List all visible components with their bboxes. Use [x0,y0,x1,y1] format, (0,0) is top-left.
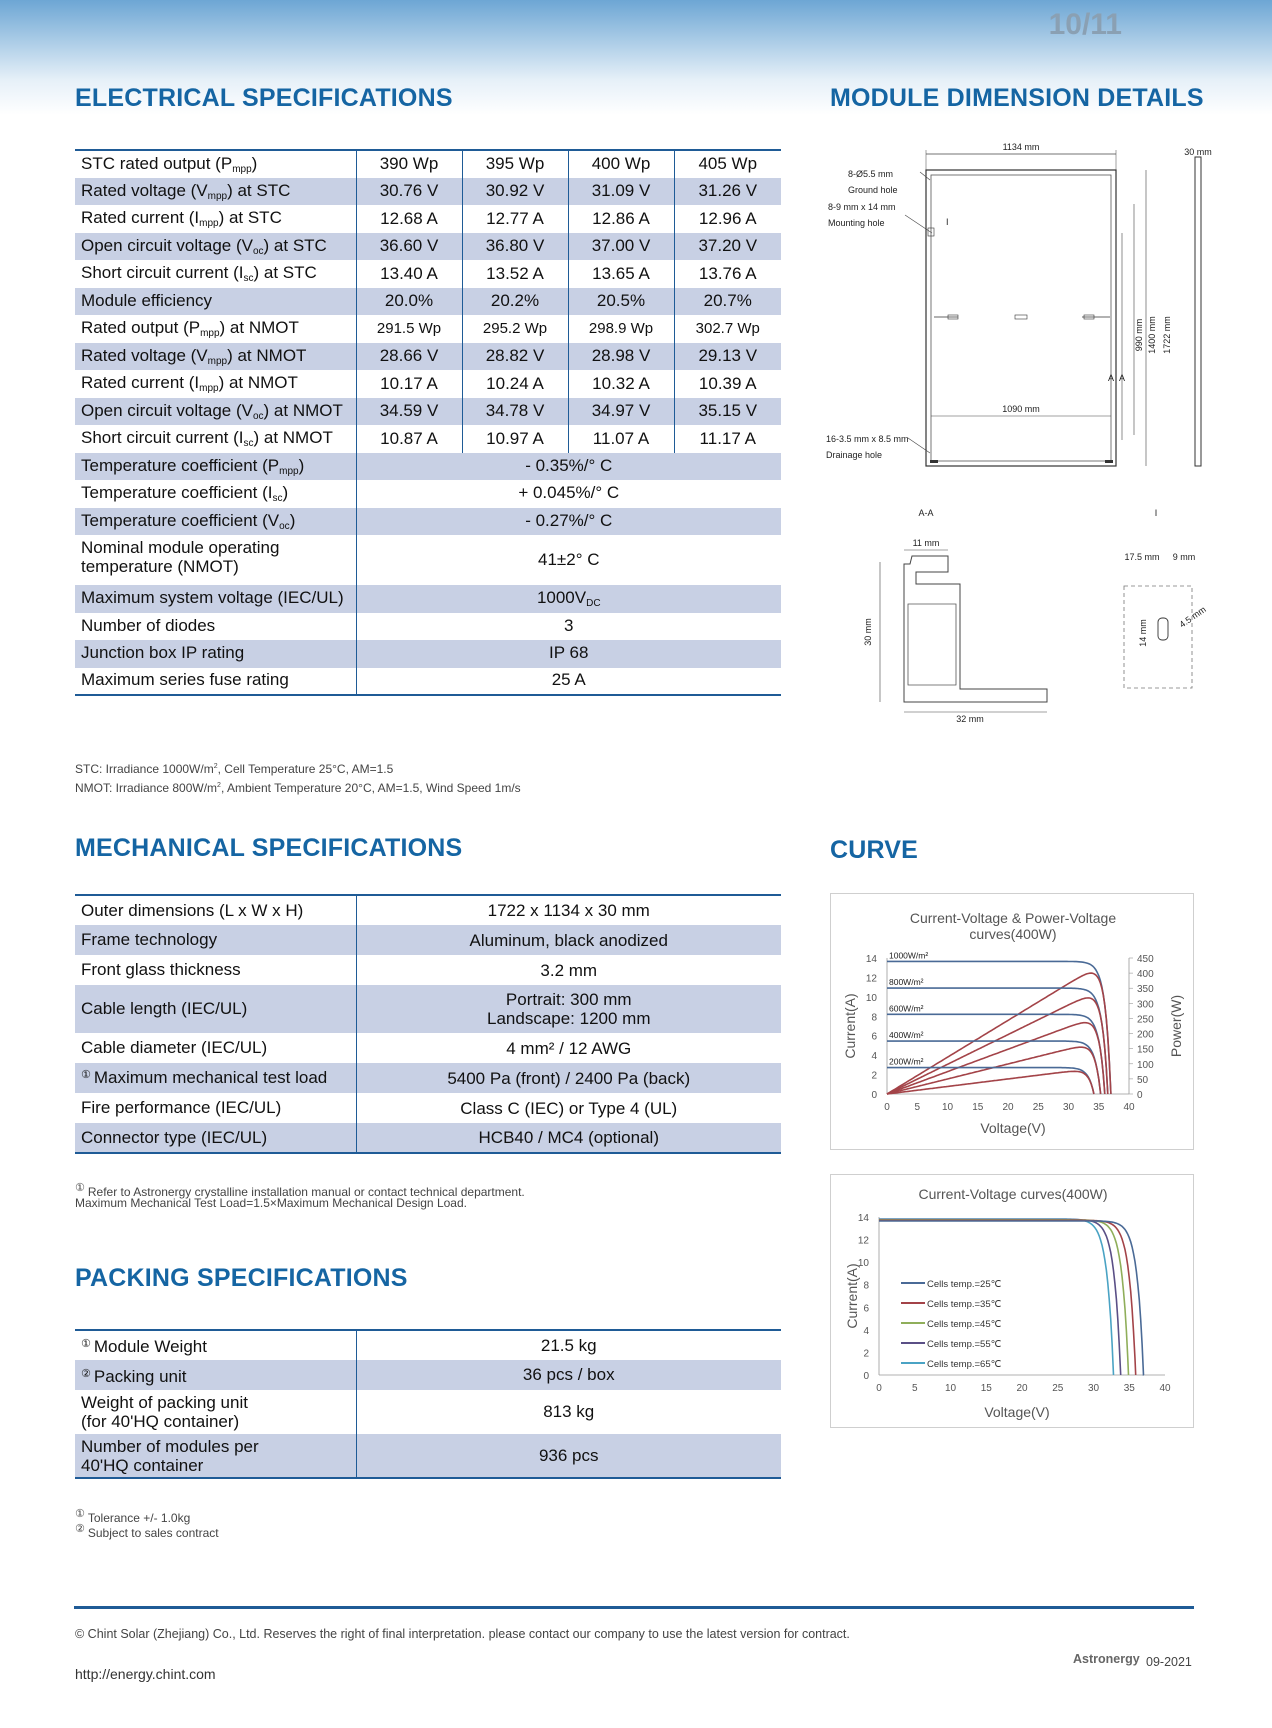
electrical-row-value: 390 Wp [356,150,462,178]
packing-title: PACKING SPECIFICATIONS [75,1264,408,1292]
y2-tick-label: 350 [1137,984,1154,996]
packing-row-value: 36 pcs / box [356,1360,781,1390]
electrical-row [75,535,781,585]
packing-spec-table [75,1329,781,1479]
drainage-hole-label: Drainage hole [826,450,883,460]
y2-axis-label: Power(W) [1168,994,1184,1058]
y2-tick-label: 250 [1137,1014,1154,1026]
mechanical-row [75,1123,781,1153]
electrical-row-value: 30.92 V [462,178,568,206]
y2-tick-label: 0 [1137,1090,1143,1101]
y-tick-label: 14 [865,954,877,965]
section-a-mark-left: A [1108,373,1115,383]
mechanical-row-value: Portrait: 300 mm Landscape: 1200 mm [356,985,781,1033]
packing-row [75,1360,781,1390]
y-tick-label: 4 [871,1051,877,1063]
x-tick-label: 10 [941,1102,954,1113]
y-axis-label: Current(A) [842,993,858,1059]
mechanical-row-value: 5400 Pa (front) / 2400 Pa (back) [356,1063,781,1093]
electrical-row-label: STC rated output $(P_{mpp})$ [81,153,258,175]
electrical-row [75,508,781,536]
y-tick-label: 8 [871,1012,877,1024]
temp-series-line [879,1220,1121,1376]
mounting-hole-label: Mounting hole [828,218,885,228]
electrical-row [75,315,781,343]
mechanical-row [75,1033,781,1063]
electrical-row [75,453,781,481]
x-axis-label: Voltage(V) [984,1404,1050,1420]
electrical-row [75,480,781,508]
ground-hole-size: 8-Ø5.5 mm [848,169,894,179]
legend-label: Cells temp.=35℃ [927,1299,1002,1310]
width-1134-label: 1134 mm [1002,142,1040,152]
y-tick-label: 0 [863,1371,869,1382]
electrical-row-label: Open circuit voltage $(V_{oc})$ at STC [75,233,356,261]
electrical-row-value: 20.2% [462,288,568,316]
electrical-row-label: Open circuit voltage $(V_{oc})$ at NMOT [75,398,356,426]
electrical-row-value: 13.76 A [674,260,781,288]
y-tick-label: 14 [857,1213,869,1224]
mechanical-row [75,925,781,955]
y2-tick-label: 150 [1137,1044,1154,1056]
electrical-row-value: 10.24 A [462,370,568,398]
electrical-row-label: Temperature coefficient $(I_{sc})$ [81,483,289,505]
electrical-row-label: Rated voltage $(V_{mpp})$ at NMOT [75,343,356,371]
electrical-row-value: 302.7 Wp [674,315,781,343]
dim-17-5-label: 17.5 mm [1124,552,1160,562]
mechanical-row-value: 1722 x 1134 x 30 mm [356,895,781,925]
electrical-row-value: 20.0% [356,288,462,316]
x-tick-label: 30 [1087,1383,1100,1394]
y-tick-label: 2 [863,1348,869,1360]
electrical-row [75,288,781,316]
dim-4-5-label: 4.5 mm [1177,604,1208,630]
electrical-row-value: 295.2 Wp [462,315,568,343]
electrical-row-value: 29.13 V [674,343,781,371]
electrical-row-value: 12.77 A [462,205,568,233]
electrical-row-value: 34.78 V [462,398,568,426]
mechanical-row-value: 4 mm² / 12 AWG [356,1033,781,1063]
packing-note-1: ① Tolerance +/- 1.0kg [75,1508,191,1525]
copyright-text: © Chint Solar (Zhejiang) Co., Ltd. Reserves the right of final interpretation. please contact our company to use the latest version for contract. [75,1627,850,1641]
temp-series-line [879,1220,1136,1375]
y-tick-label: 12 [865,973,877,985]
electrical-row [75,260,781,288]
electrical-row-value: 400 Wp [568,150,674,178]
mechanical-row [75,895,781,925]
mechanical-spec-table [75,894,781,1154]
electrical-row-value: IP 68 [356,640,781,668]
y-tick-label: 8 [863,1280,869,1292]
electrical-row-value: - 0.27%/° C [356,508,781,536]
temp-series-line [879,1221,1144,1375]
electrical-row-value: 37.00 V [568,233,674,261]
x-tick-label: 0 [884,1102,890,1113]
electrical-row-label: Number of diodes [81,615,216,635]
y-tick-label: 2 [871,1070,877,1082]
electrical-row-value: 11.17 A [674,425,781,453]
x-tick-label: 35 [1093,1102,1105,1113]
x-tick-label: 0 [876,1383,882,1394]
brand-logo-text: Astronergy [1073,1652,1140,1666]
electrical-row-value: 10.87 A [356,425,462,453]
electrical-row-value: 13.52 A [462,260,568,288]
electrical-row-value: 35.15 V [674,398,781,426]
height-1722-label: 1722 mm [1162,316,1172,354]
iv-temp-chart [831,1175,1193,1427]
electrical-row [75,205,781,233]
legend-label: Cells temp.=55℃ [927,1339,1002,1350]
electrical-row [75,178,781,206]
y2-tick-label: 300 [1137,999,1154,1011]
electrical-row [75,585,781,613]
curve-title: CURVE [830,836,919,864]
x-tick-label: 5 [914,1102,921,1113]
mechanical-row-label: Front glass thickness [81,960,241,979]
x-tick-label: 5 [911,1383,918,1394]
module-frame-outer [926,170,1116,466]
nmot-note: NMOT: Irradiance $800W/m^2$, Ambient Temperature 20°C, AM=1.5, Wind Speed 1m/s [75,781,521,795]
electrical-row-value: 36.60 V [356,233,462,261]
width-1090-label: 1090 mm [1002,404,1040,414]
packing-note-2: ② Subject to sales contract [75,1523,219,1540]
detail-i-title: I [1154,508,1158,518]
legend-label: Cells temp.=65℃ [927,1359,1002,1370]
electrical-row-value: 12.96 A [674,205,781,233]
packing-row [75,1434,781,1478]
electrical-row-label: Rated current $(I_{mpp})$ at NMOT [81,373,298,395]
electrical-row-value: 36.80 V [462,233,568,261]
mechanical-row [75,985,781,1033]
y-tick-label: 10 [865,992,877,1004]
mechanical-row-label: Frame technology [75,925,356,955]
y2-tick-label: 200 [1137,1029,1154,1041]
electrical-row-value: 13.65 A [568,260,674,288]
x-tick-label: 30 [1062,1102,1075,1113]
stc-note: STC: Irradiance $1000W/m^2$, Cell Temperature 25°C, AM=1.5 [75,762,394,776]
y-tick-label: 10 [857,1258,869,1270]
electrical-row-label: Maximum system voltage (IEC/UL) [75,585,356,613]
electrical-row [75,425,781,453]
y-tick-label: 6 [863,1303,869,1315]
y2-tick-label: 450 [1137,954,1154,965]
electrical-row [75,370,781,398]
y2-tick-label: 50 [1137,1074,1149,1086]
dimension-title: MODULE DIMENSION DETAILS [830,84,1204,112]
irradiance-label: 600W/m² [889,1003,924,1014]
dim-30-label: 30 mm [863,618,873,646]
irradiance-label: 400W/m² [889,1030,924,1041]
mechanical-row-label: Cable length (IEC/UL) [75,985,356,1033]
electrical-row-value: 20.7% [674,288,781,316]
electrical-row [75,150,781,178]
iv-pv-chart [831,894,1193,1149]
electrical-row-value: 12.86 A [568,205,674,233]
dim-9-label: 9 mm [1172,552,1196,562]
electrical-row-value: 12.68 A [356,205,462,233]
packing-row-label: Weight of packing unit (for 40'HQ container) [81,1393,248,1431]
electrical-row [75,640,781,668]
detail-i-mark: I [946,217,949,227]
packing-row-value: 21.5 kg [356,1330,781,1360]
y-tick-label: 4 [863,1325,869,1337]
height-990-label: 990 mm [1134,318,1144,352]
electrical-row [75,233,781,261]
electrical-row-label: Rated output $(P_{mpp})$ at NMOT [81,318,299,340]
chart-title: Current-Voltage curves(400W) [918,1186,1108,1202]
mechanical-row [75,1063,781,1093]
x-tick-label: 25 [1032,1102,1044,1113]
electrical-row-value: 10.32 A [568,370,674,398]
dim-14-label: 14 mm [1138,619,1148,647]
temp-series-line [879,1220,1129,1375]
y2-tick-label: 400 [1137,969,1154,981]
electrical-row [75,613,781,641]
iv-temp-chart-box [830,1174,1194,1428]
packing-row-label: ① Module Weight [81,1337,207,1356]
footer-rule [74,1606,1194,1609]
electrical-row-value: 31.26 V [674,178,781,206]
electrical-row-value: 34.59 V [356,398,462,426]
electrical-row-label: Rated voltage $(V_{mpp})$ at STC [75,178,356,206]
electrical-row-value: + 0.045%/° C [356,480,781,508]
thickness-30-label: 30 mm [1184,147,1212,157]
ground-hole-label: Ground hole [848,185,898,195]
electrical-row-value: 10.97 A [462,425,568,453]
x-tick-label: 35 [1123,1383,1135,1394]
mechanical-row-label: Outer dimensions (L x W x H) [81,900,304,920]
mechanical-title: MECHANICAL SPECIFICATIONS [75,834,463,862]
packing-row-value: 936 pcs [356,1434,781,1478]
y-tick-label: 12 [857,1235,869,1247]
electrical-row-value: 10.39 A [674,370,781,398]
mechanical-row-label: ① Maximum mechanical test load [75,1063,356,1093]
mechanical-row-value: 3.2 mm [356,955,781,985]
x-tick-label: 10 [944,1383,957,1394]
electrical-row [75,398,781,426]
mechanical-row [75,955,781,985]
mechanical-row-value: Class C (IEC) or Type 4 (UL) [356,1093,781,1123]
page-number: 10/11 [1048,8,1122,41]
electrical-row-label: Temperature coefficient $(P_{mpp})$ [75,453,356,481]
x-tick-label: 40 [1159,1383,1171,1394]
mechanical-note-2: Maximum Mechanical Test Load=1.5×Maximum Mechanical Design Load. [75,1196,467,1210]
electrical-row-value: 3 [356,613,781,641]
packing-row-label: Number of modules per 40'HQ container [75,1434,356,1478]
y2-tick-label: 100 [1137,1059,1154,1071]
y-tick-label: 6 [871,1031,877,1043]
electrical-row-value: 11.07 A [568,425,674,453]
electrical-row-label: Maximum series fuse rating [81,670,289,690]
y-axis-label: Current(A) [844,1263,860,1329]
drainage-hole-size: 16-3.5 mm x 8.5 mm [826,434,909,444]
x-tick-label: 25 [1052,1383,1064,1394]
electrical-row-label: Nominal module operating temperature (NMOT) [81,538,280,576]
electrical-row-label: Module efficiency [75,288,356,316]
electrical-row-value: 37.20 V [674,233,781,261]
module-dimension-drawing [820,135,1220,475]
mechanical-note-1: ① Refer to Astronergy crystalline installation manual or contact technical department. [75,1182,525,1199]
electrical-row [75,343,781,371]
electrical-row-value: 28.82 V [462,343,568,371]
packing-row-label: ② Packing unit [75,1360,356,1390]
electrical-title: ELECTRICAL SPECIFICATIONS [75,84,453,112]
electrical-row-value: 31.09 V [568,178,674,206]
irradiance-label: 800W/m² [889,977,924,988]
document-date: 09-2021 [1146,1655,1192,1669]
electrical-row-label: Short circuit current $(I_{sc})$ at NMOT [81,428,333,450]
electrical-row-value: $1000V_{DC}$ [356,585,781,613]
section-aa-title: A-A [918,508,934,518]
packing-row [75,1390,781,1434]
iv-pv-chart-box [830,893,1194,1150]
electrical-row-value: 13.40 A [356,260,462,288]
dim-32-label: 32 mm [956,714,984,724]
electrical-spec-table [75,149,781,696]
electrical-row-value: 298.9 Wp [568,315,674,343]
mounting-hole-size: 8-9 mm x 14 mm [828,202,896,212]
electrical-row-value: 30.76 V [356,178,462,206]
x-tick-label: 40 [1123,1102,1135,1113]
frame-section-drawings [820,500,1220,730]
electrical-row-value: 25 A [356,668,781,696]
electrical-row-label: Temperature coefficient $(V_{oc})$ [75,508,356,536]
electrical-row-value: 28.66 V [356,343,462,371]
electrical-row-value: 34.97 V [568,398,674,426]
electrical-row-label: Short circuit current $(I_{sc})$ at STC [81,263,317,285]
electrical-row-label: Junction box IP rating [75,640,356,668]
temp-series-line [879,1219,1114,1375]
x-tick-label: 20 [1002,1102,1014,1113]
website-link[interactable]: http://energy.chint.com [75,1666,216,1682]
mechanical-row-label: Cable diameter (IEC/UL) [81,1038,268,1057]
mechanical-row-label: Connector type (IEC/UL) [75,1123,356,1153]
electrical-row-label: Rated current $(I_{mpp})$ at STC [81,208,282,230]
x-tick-label: 15 [972,1102,984,1113]
section-a-mark-right: A [1119,373,1126,383]
electrical-row-value: 291.5 Wp [356,315,462,343]
electrical-row-value: 10.17 A [356,370,462,398]
packing-row-value: 813 kg [356,1390,781,1434]
mechanical-row [75,1093,781,1123]
x-tick-label: 20 [1016,1383,1028,1394]
dim-11-label: 11 mm [912,538,940,548]
mechanical-row-value: HCB40 / MC4 (optional) [356,1123,781,1153]
chart-title-line1: Current-Voltage & Power-Voltage [909,910,1117,926]
x-axis-label: Voltage(V) [980,1120,1046,1136]
x-tick-label: 15 [980,1383,992,1394]
irradiance-label: 200W/m² [889,1056,924,1067]
electrical-row-value: 405 Wp [674,150,781,178]
chart-title-line2: curves(400W) [969,926,1057,942]
height-1400-label: 1400 mm [1147,316,1157,354]
mechanical-row-label: Fire performance (IEC/UL) [81,1098,282,1117]
electrical-row-value: 41±2° C [356,535,781,585]
electrical-row-value: 28.98 V [568,343,674,371]
electrical-row-value: 395 Wp [462,150,568,178]
electrical-row-value: 20.5% [568,288,674,316]
electrical-row-value: - 0.35%/° C [356,453,781,481]
y-tick-label: 0 [871,1090,877,1101]
irradiance-label: 1000W/m² [889,950,929,961]
electrical-row [75,668,781,696]
packing-row [75,1330,781,1360]
mechanical-row-value: Aluminum, black anodized [356,925,781,955]
legend-label: Cells temp.=25℃ [927,1279,1002,1290]
legend-label: Cells temp.=45℃ [927,1319,1002,1330]
